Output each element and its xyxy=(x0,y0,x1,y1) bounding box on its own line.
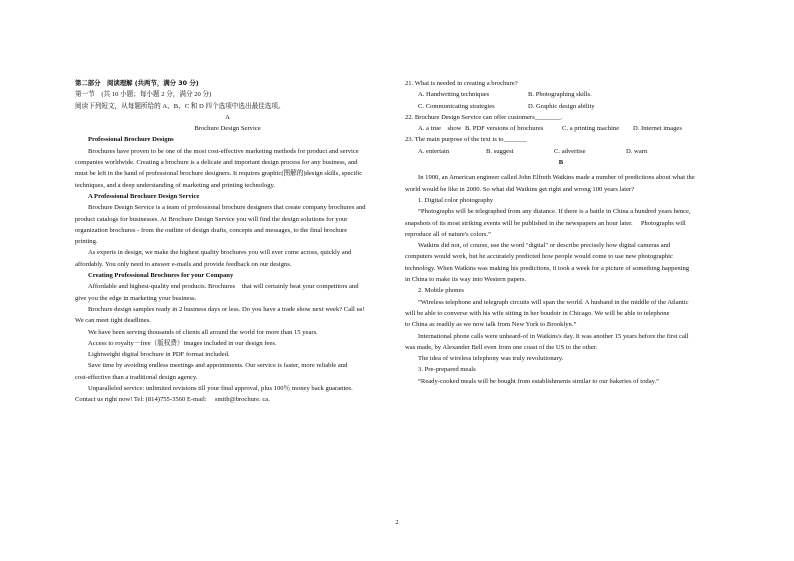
option-c: C. a printing machine xyxy=(562,125,620,133)
quote-line: “Ready-cooked meals will be bought from establishments similar to our bakeries of today.” xyxy=(418,377,660,385)
paragraph-line: product catalogs for businesses. At Brochure Design Service you will find the design solutions for your xyxy=(75,215,348,223)
paragraph-line: Access to royalty－free（版权费）images included in our design fees. xyxy=(88,339,277,347)
paragraph-line: cost-effective than a traditional design agency. xyxy=(75,373,198,381)
left-column xyxy=(75,78,380,406)
option-a: A. Handwriting techniques xyxy=(418,91,490,99)
passage-b-letter: B xyxy=(558,159,564,167)
option-c: C. Communicating strategies xyxy=(418,102,495,110)
option-d: D. warn xyxy=(626,147,648,155)
paragraph-line: We can meet tight deadlines. xyxy=(75,317,151,325)
option-d: D. Graphic design ability xyxy=(528,102,595,110)
paragraph-line: world would be like in 2000. So what did Watkins get right and wrong 100 years later? xyxy=(405,185,635,193)
question-22-stem: 22. Brochure Design Service can offer customers________. xyxy=(405,113,563,121)
quote-line: reproduce all of nature's colors.” xyxy=(405,230,491,238)
option-d: D. Internet images xyxy=(633,125,682,133)
quote-line: snapshots of its most striking events will be published in the newspapers an hour later. Photographs will xyxy=(405,219,686,227)
paragraph-line: International phone calls were unheard-of in Watkins's day. It was another 15 years before the first call xyxy=(418,332,689,340)
option-c: C. advertise xyxy=(554,147,586,155)
subsection-header: 第一节 (共 10 小题；每小题 2 分，满分 20 分) xyxy=(75,91,212,99)
section-header: 第二部分 阅读理解 (共两节，满分 30 分) xyxy=(75,79,199,87)
passage-a-letter: A xyxy=(225,113,230,121)
paragraph-line: techniques, and a deep understanding of marketing and printing technology. xyxy=(75,181,276,189)
paragraph-line: Unparalleled service: unlimited revisions till your final approval, plus 100％ money back guarantee. xyxy=(88,385,353,393)
paragraph-line: Brochure design samples ready in 2 business days or less. Do you have a trade show next week? Call us! xyxy=(88,305,365,313)
paragraph-line: affordably. You only need to answer e-mails and provide feedback on our designs. xyxy=(75,260,292,268)
option-a: A. entertain xyxy=(418,147,450,155)
paragraph-line: Lightweight digital brochure in PDF format included. xyxy=(88,351,230,359)
contact-line: Contact us right now! Tel: (814)755-3560 E-mail: smith@brochure. ca. xyxy=(75,396,270,404)
paragraph-line: organization brochures - from the outline of design drafts, concepts and messages, to the final brochure xyxy=(75,226,348,234)
paragraph-line: technology. When Watkins was making his predictions, it took a week for a picture of something happening xyxy=(405,264,690,272)
paragraph-line: in China to make its way into Western papers. xyxy=(405,276,527,284)
option-b: B. suggest xyxy=(486,147,514,155)
page-number: 2 xyxy=(395,519,399,526)
quote-line: to China as readily as we now talk from New York to Brooklyn.” xyxy=(405,321,577,329)
paragraph-line: companies worldwide. Creating a brochure is a delicate and important design process for any business, and xyxy=(75,159,358,167)
paragraph-line: Brochure Design Service is a team of professional brochure designers that create company brochures and xyxy=(88,204,366,212)
paragraph-line: computers would work, but he accurately predicted how people would come to use new photographic xyxy=(405,253,673,261)
item-heading: 1. Digital color photography xyxy=(418,196,494,204)
paragraph-line: must be left in the hand of professional brochure designers. It requires graphic(图解的)design skills, specific xyxy=(75,170,363,178)
heading-design-service: A Professional Brochure Design Service xyxy=(88,192,200,200)
paragraph-line: As experts in design, we make the highest quality brochures you will ever come across, quickly and xyxy=(88,249,352,257)
right-column xyxy=(405,78,717,387)
option-a: A. a true show xyxy=(418,125,462,133)
paragraph-line: We have been serving thousands of clients all around the world for more than 15 years. xyxy=(88,328,318,336)
paragraph-line: Save time by avoiding endless meetings and appointments. Our service is faster, more reliable and xyxy=(88,362,348,370)
quote-line: will be able to converse with his wife sitting in her boudoir in Chicago. We will be able to telephone xyxy=(405,309,670,317)
paragraph-line: was made, by Alexander Bell even from one coast of the US to the other. xyxy=(405,343,598,351)
paragraph-line: Affordable and highest-quality end products. Brochures that will certainly beat your competitors and xyxy=(88,283,359,291)
quote-line: “Wireless telephone and telegraph circuits will span the world. A husband in the middle of the Atlantic xyxy=(418,298,689,306)
question-21-options-row-2 xyxy=(405,101,717,112)
paragraph-line: printing. xyxy=(75,238,98,246)
question-21-options-row-1 xyxy=(405,89,717,100)
paragraph-line: The idea of wireless telephony was truly revolutionary. xyxy=(418,355,564,363)
question-23-stem: 23. The main purpose of the text is to_______ xyxy=(405,136,527,144)
paragraph-line: Brochures have proven to be one of the most cost-effective marketing methods for product and service xyxy=(88,147,359,155)
quote-line: “Photographs will be telegraphed from any distance. If there is a battle in China a hundred years hence, xyxy=(418,208,691,216)
paragraph-line: Watkins did not, of course, use the word "digital" or describe precisely how digital cameras and xyxy=(418,242,671,250)
item-heading: 2. Mobile phones xyxy=(418,287,464,295)
option-b: B. PDF versions of brochures xyxy=(465,125,544,133)
heading-professional-brochure-designs: Professional Brochure Designs xyxy=(88,136,174,144)
question-22-options xyxy=(405,123,717,134)
question-23-options xyxy=(405,146,717,157)
question-21-stem: 21. What is needed in creating a brochure? xyxy=(405,80,518,87)
option-b: B. Photographing skills. xyxy=(528,91,592,99)
instruction: 阅读下列短文，从每题所给的 A、B、C 和 D 四个选项中选出最佳选项。 xyxy=(75,102,285,110)
paragraph-line: In 1900, an American engineer called John Elfreth Watkins made a number of predictions about what the xyxy=(418,174,695,182)
passage-a-title: Brochure Design Service xyxy=(194,125,261,133)
paragraph-line: give you the edge in marketing your business. xyxy=(75,294,197,302)
heading-creating-brochures: Creating Professional Brochures for your Company xyxy=(88,272,234,280)
item-heading: 3. Pre-prepared meals xyxy=(418,366,476,374)
